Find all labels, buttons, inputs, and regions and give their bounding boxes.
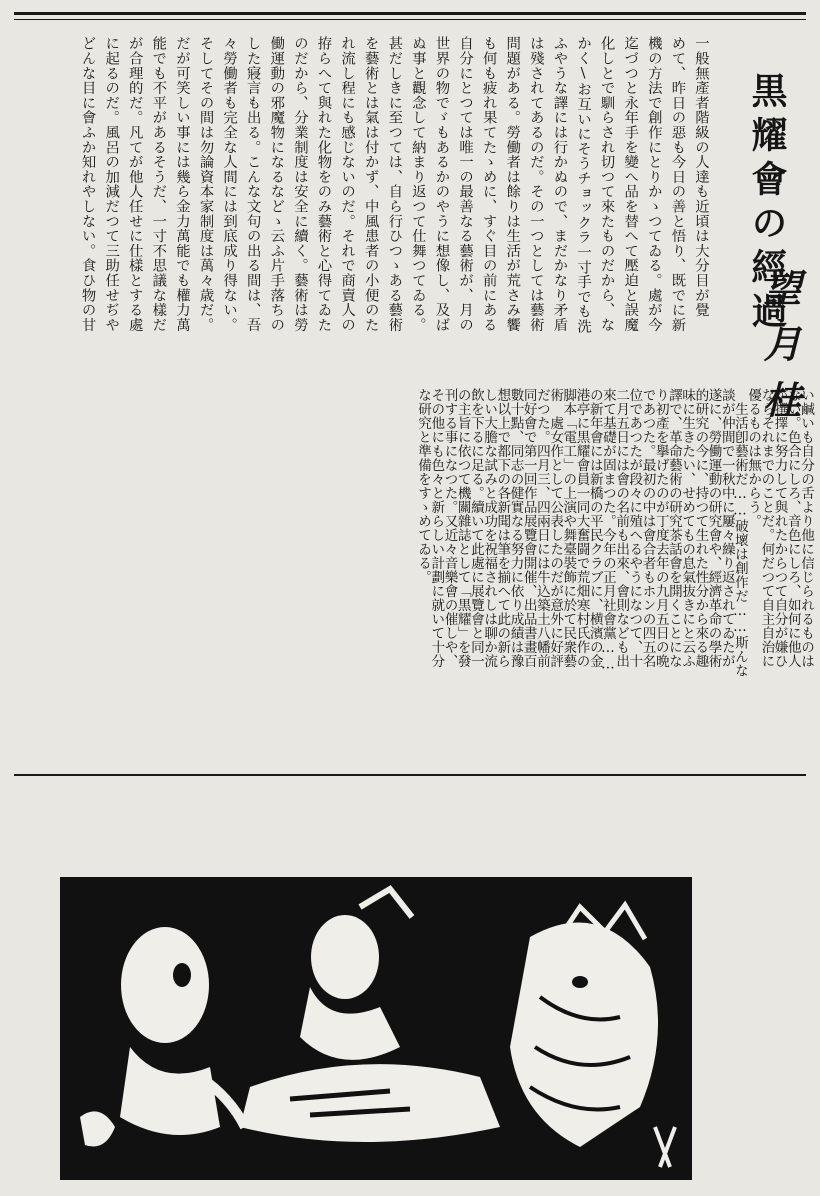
middle-rule — [14, 774, 806, 776]
woodcut-illustration — [60, 877, 692, 1180]
author-name: 望月桂 — [757, 268, 802, 436]
body-text-part-2: い鹹いも自分の舌より他に信じられるものは ない。色合にしろ、音色にしろ、如何に他人 が撰擇に努力して與れたからつて自分が嫌ひ ならそれまでのことだ。何だつて自主自治に 優るものは無からう。 生活卽藝術だ……破壞は創作だ……斯んな 談が仲間で一秋中に屢々繰り返されてゐたが 遂に、勞働運動の研究會や、經濟革命の學術 的研究の今に、持つて生れた性分から來る趣 味に生きたい、せめてもの息氣抜きにと云ふ 譯で、革命藝術の研究茶話會を開くことにな り初產を擧げたのが丁度去年の九月五日の晩 であつた。最初の中は會合者もホンの四五名 位であつたが段々に殖へるやうになつて、十 二月五日には會の名前も出來、會則なども出 來て基礎が固まつた。今年の正月社會黨…… の新年會には新橋の平民クラブに、横濱の金 港亭に黒耀會員一同大奮闘で荒畑寒村氏作の 脚本「電工」の上演や舞臺裝飾に於て民衆藝 術 處女作として公表したのだが意外に好評 だつた。四月三、四兩日には牛込築土八幡前 同好會で第一回作品展覽會開催、出品書畫百 數十點、同志の健實なる努力に依り成績は豫 想以上で都下の各新聞は筆を揃へて此の新ら しい大膽な試みと成功を祝福されしは聊か流 飲を下るに足る。續いて此處に展覽會と同一 の主旨に依つて機關雜誌として「黒耀」を發 刊する事になつた。又近々音樂會の催しや、 その他にも色々と新らしい計劃に就いて十分 な研究と準備をすゝめてゐる。 — [415, 388, 814, 678]
top-rule-thick — [14, 12, 806, 15]
article-title: 黒耀會の經過 — [746, 72, 788, 336]
woodcut-figures-icon — [60, 877, 692, 1180]
body-text-part-1: 一般無產者階級の人達も近頃は大分目が覺 めて、昨日の惡も今日の善と悟り、既でに新 機の方法で創作にとりかゝつてゐる。處が今 迄づつと永年手を變へ品を替へて壓迫と誤魔 化しとで馴らされ切つて來たものだから、な かく\お互いにそうチョックラ一寸手でも洗 ふやうな譯には行かぬので、まだかなり矛盾 は殘されてあるのだ。その一つとしては藝術 問題がある。勞働者は餘りは生活が荒さみ饗 も何も疲れ果てたゝめに、すぐ目の前にある 自分にとつては唯一の最善なる藝術が、月の 世界の物でゞもあるかのやうに想像し、及ば ぬ事と觀念して納まり返つて仕舞つてゐる。 甚だしきに至つては、自ら行ひつゝある藝術 を藝術とは氣は付かず、中風患者の小便のた れ流し程にも感じないのだ。それで商賣人の 拵らへて與れた化物をのみ藝術と心得てゐた のだから、分業制度は安全に續く。藝術は勞 働運動の邪魔物になるなどゝ云ふ片手落ちの した寢言も出る。こんな文句の出る間は、吾 々勞働者も完全な人間には到底成り得ない。 そしてその間は勿論資本家制度は萬々歳だ。 だが可笑しい事には幾ら金力萬能でも權力萬 能でも不平があるそうだ、一寸不思議な樣だ が合理的だ。凡てが他人任せに仕樣とする處 に起るのだ。風呂の加減だつて三助任せぢや どんな目に會ふか知れやしない。食ひ物の甘 — [79, 36, 709, 334]
top-rule-thin — [14, 19, 806, 20]
